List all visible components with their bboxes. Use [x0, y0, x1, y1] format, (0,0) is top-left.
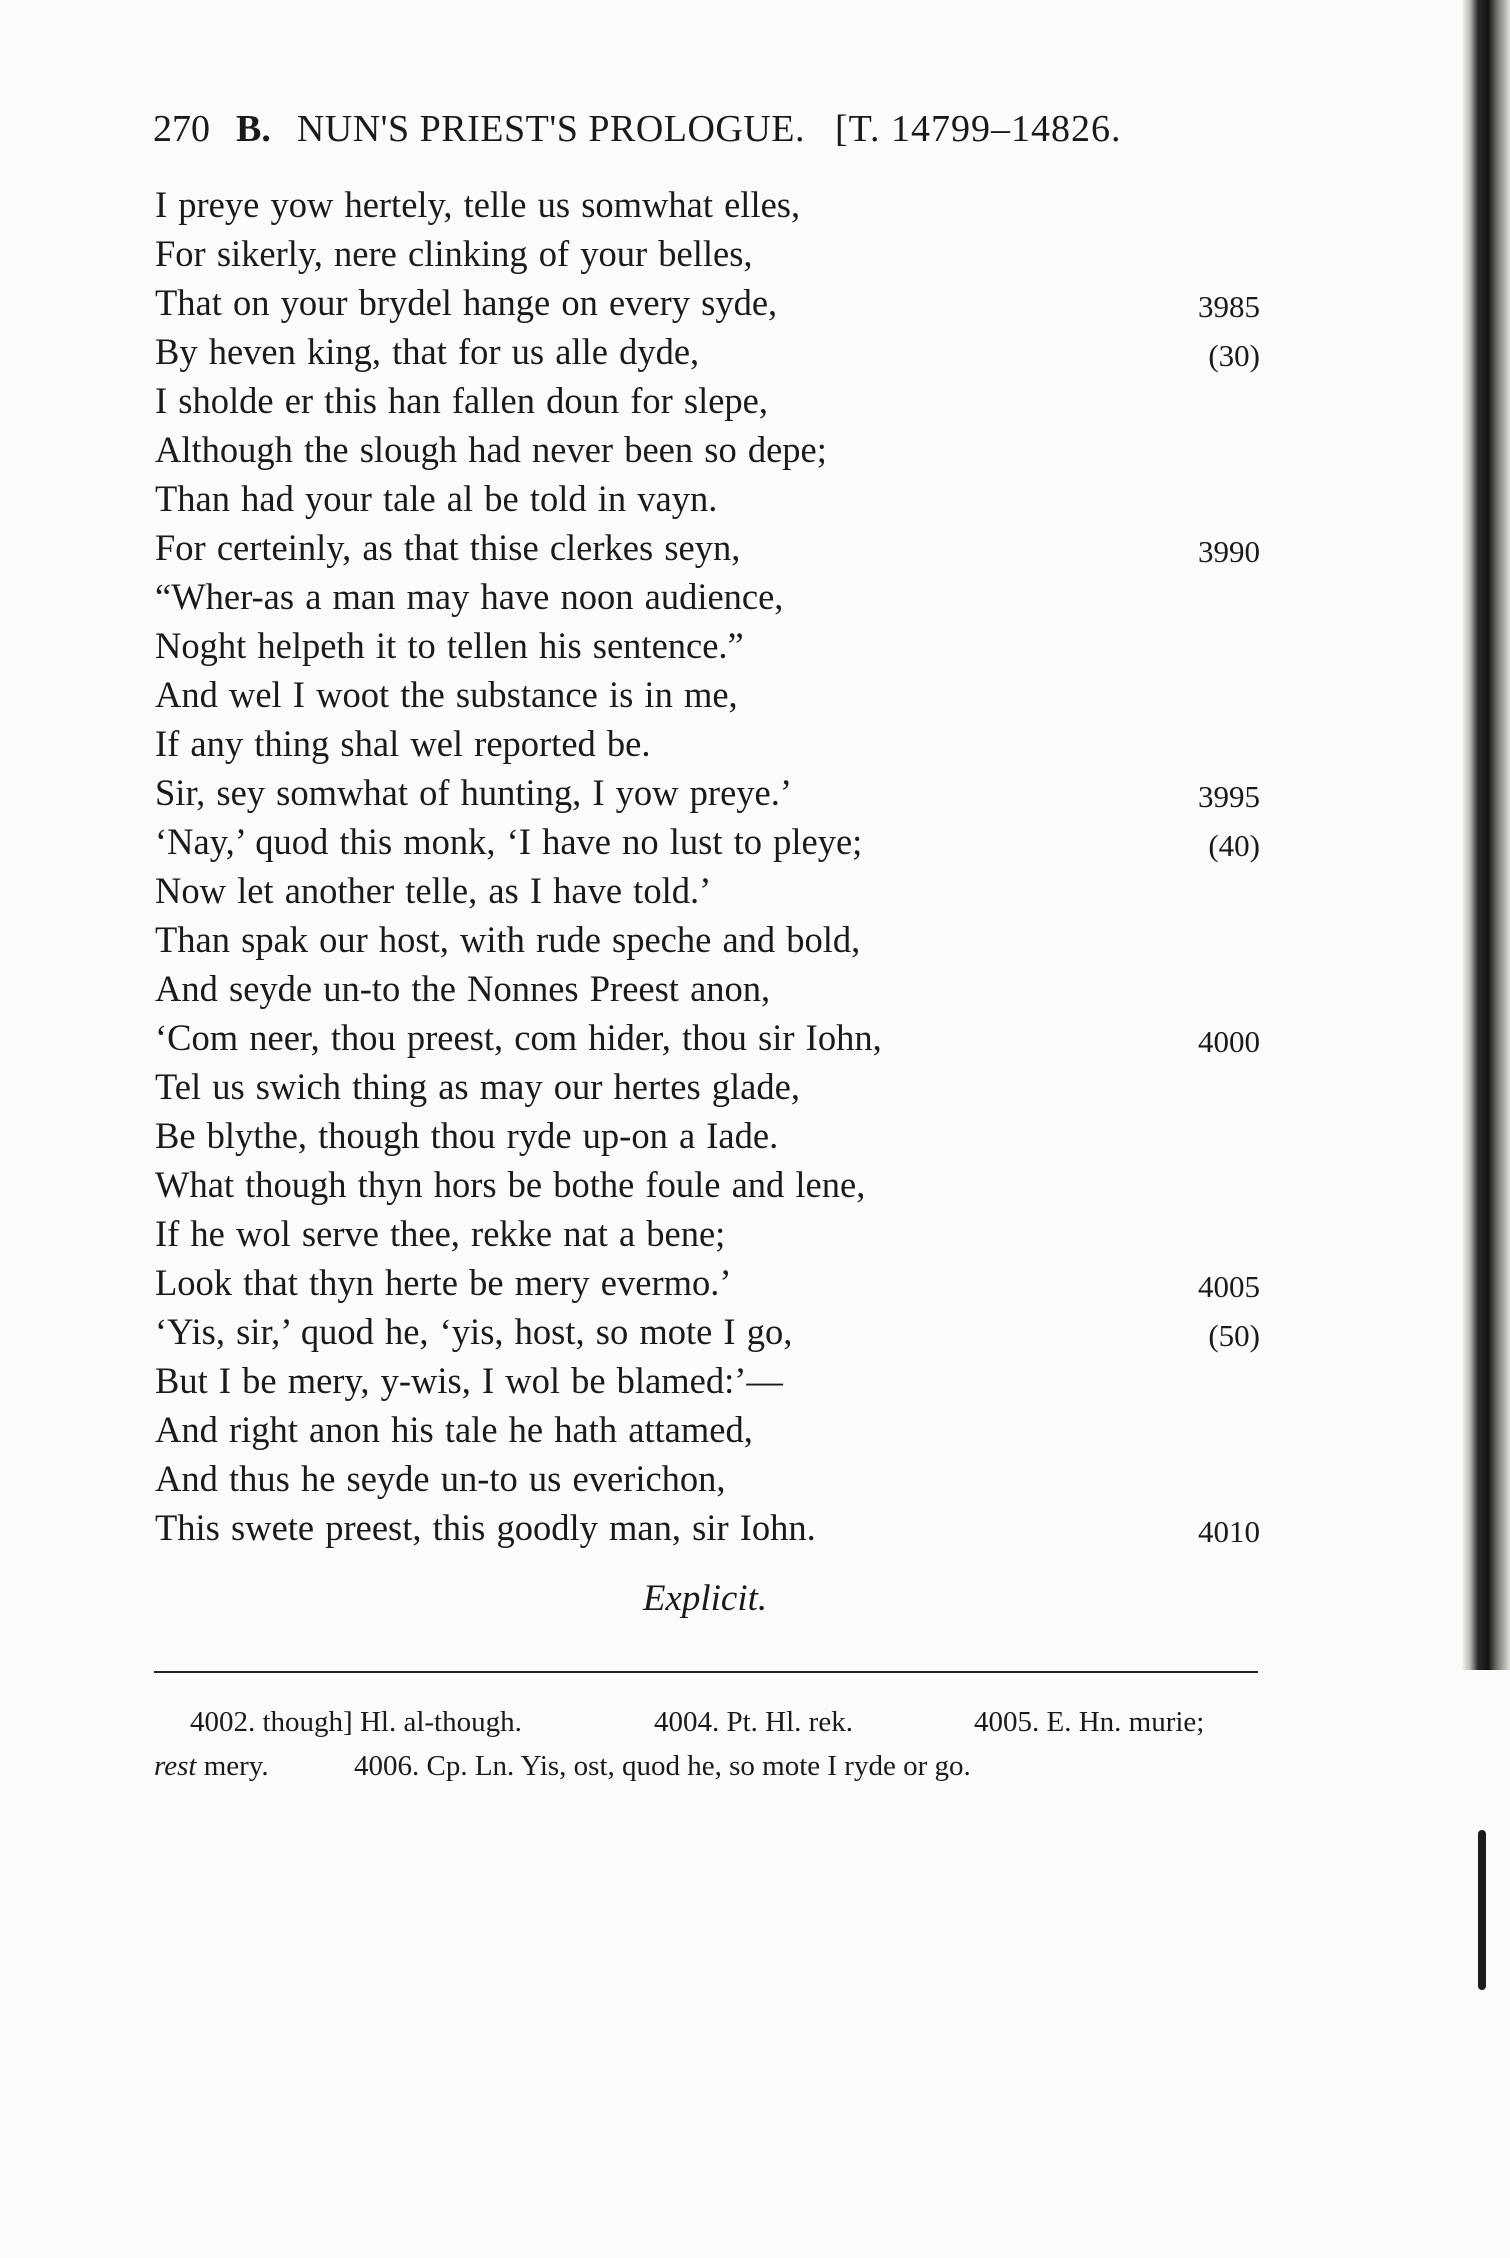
scan-edge-mark — [1478, 1830, 1486, 1990]
footnote-row — [154, 1744, 1264, 1788]
line-number: 3985 — [1198, 289, 1260, 324]
verse-line: For sikerly, nere clinking of your belles, — [155, 233, 753, 274]
footnote-rule — [154, 1671, 1258, 1673]
line-range: [T. 14799–14826. — [835, 108, 1122, 150]
line-number: 3995 — [1198, 779, 1260, 814]
verse-line: Noght helpeth it to tellen his sentence.” — [155, 625, 744, 666]
verse-line: ‘Yis, sir,’ quod he, ‘yis, host, so mote I go, — [155, 1311, 793, 1352]
verse-line: Tel us swich thing as may our hertes glade, — [155, 1066, 800, 1107]
footnote-4004: 4004. Pt. Hl. rek. — [654, 1706, 853, 1738]
verse-line: ‘Nay,’ quod this monk, ‘I have no lust to pleye; — [155, 821, 863, 862]
chapter-title: NUN'S PRIEST'S PROLOGUE. — [296, 108, 806, 150]
verse-line: Be blythe, though thou ryde up-on a Iade. — [155, 1115, 779, 1156]
verse-line: This swete preest, this goodly man, sir Iohn. — [155, 1507, 816, 1548]
verse-line: By heven king, that for us alle dyde, — [155, 331, 700, 372]
verse-line: And wel I woot the substance is in me, — [155, 674, 738, 715]
verse-line: Now let another telle, as I have told.’ — [155, 870, 712, 911]
verse-line: What though thyn hors be bothe foule and lene, — [155, 1164, 866, 1205]
footnote-4006: 4006. Cp. Ln. Yis, ost, quod he, so mote I ryde or go. — [354, 1750, 971, 1782]
verse-line: Look that thyn herte be mery evermo.’ — [155, 1262, 732, 1303]
running-header — [153, 104, 1253, 154]
footnote-rest-word: rest — [154, 1750, 197, 1782]
verse-line: But I be mery, y-wis, I wol be blamed:’— — [155, 1360, 783, 1401]
footnote-4002: 4002. though] Hl. al-though. — [190, 1706, 522, 1738]
scan-edge-shadow — [1462, 0, 1510, 1670]
verse-line: If he wol serve thee, rekke nat a bene; — [155, 1213, 726, 1254]
verse-line: Than had your tale al be told in vayn. — [155, 478, 718, 519]
line-number: 4010 — [1198, 1514, 1260, 1549]
verse-line: For certeinly, as that thise clerkes seyn, — [155, 527, 741, 568]
line-number: (40) — [1208, 828, 1260, 863]
page-number: 270 — [153, 108, 210, 150]
line-number: 3990 — [1198, 534, 1260, 569]
line-number: 4000 — [1198, 1024, 1260, 1059]
line-number: (50) — [1208, 1318, 1260, 1353]
footnote-4005-cont — [154, 1744, 269, 1788]
line-number: 4005 — [1198, 1269, 1260, 1304]
verse-line: That on your brydel hange on every syde, — [155, 282, 778, 323]
footnote-row — [154, 1700, 1264, 1744]
verse-line: And thus he seyde un-to us everichon, — [155, 1458, 726, 1499]
section-letter: B. — [236, 108, 271, 150]
verse-line: Sir, sey somwhat of hunting, I yow preye.’ — [155, 772, 792, 813]
verse-line: Than spak our host, with rude speche and bold, — [155, 919, 861, 960]
footnotes — [154, 1700, 1264, 1788]
verse-line: And right anon his tale he hath attamed, — [155, 1409, 753, 1450]
verse-line: I sholde er this han fallen doun for slepe, — [155, 380, 769, 421]
verse-line: I preye yow hertely, telle us somwhat elles, — [155, 184, 801, 225]
line-number: (30) — [1208, 338, 1260, 373]
verse-line: “Wher-as a man may have noon audience, — [155, 576, 784, 617]
verse-line: If any thing shal wel reported be. — [155, 723, 651, 764]
verse-line: Although the slough had never been so depe; — [155, 429, 827, 470]
verse-line: ‘Com neer, thou preest, com hider, thou sir Iohn, — [155, 1017, 882, 1058]
verse-line: And seyde un-to the Nonnes Preest anon, — [155, 968, 771, 1009]
footnote-4005: 4005. E. Hn. murie; — [974, 1706, 1205, 1738]
footnote-rest-tail: mery. — [196, 1750, 269, 1782]
explicit-colophon: Explicit. — [642, 1578, 768, 1619]
